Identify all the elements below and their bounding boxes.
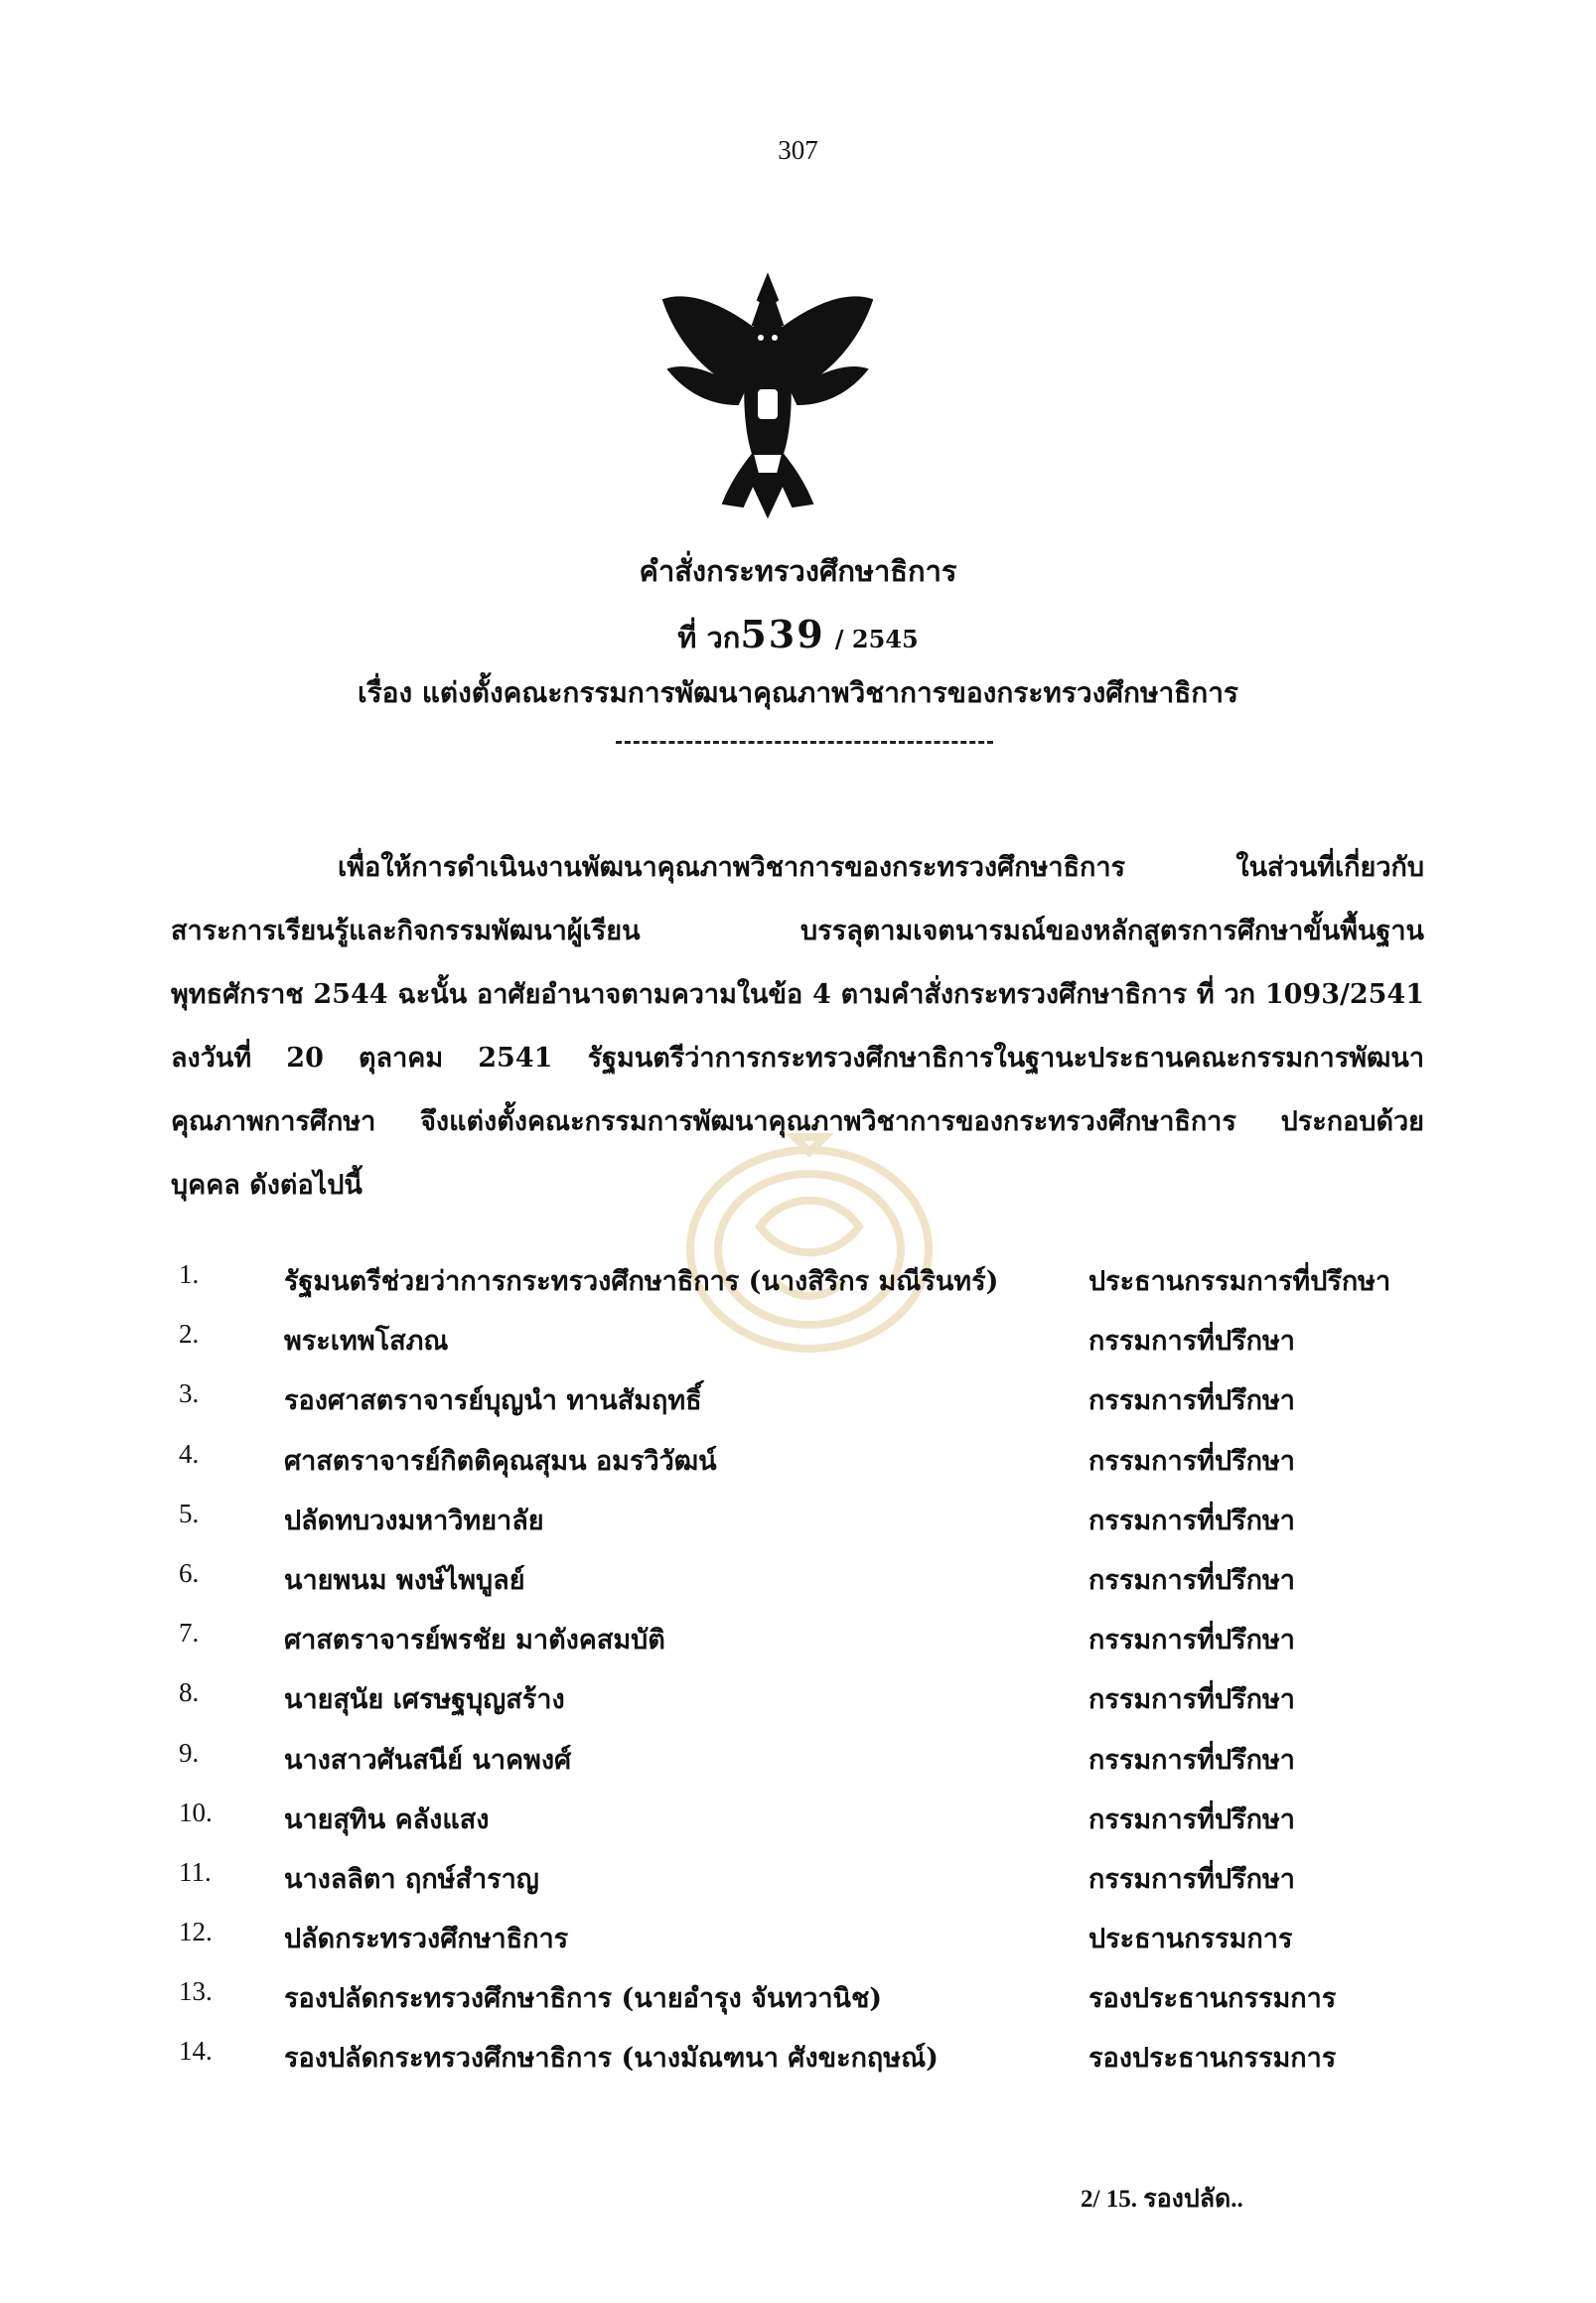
member-name: ปลัดกระทรวงศึกษาธิการ	[284, 1924, 569, 1955]
member-number: 4.	[179, 1438, 200, 1469]
member-name: พระเทพโสภณ	[284, 1326, 449, 1358]
member-number: 6.	[179, 1557, 200, 1588]
continuation-note: 2/ 15. รองปลัด..	[1081, 2186, 1243, 2213]
member-number: 13.	[179, 1976, 213, 2007]
member-row	[179, 1319, 1430, 1378]
member-row	[179, 1976, 1430, 2036]
member-row	[179, 1259, 1430, 1319]
member-role: กรรมการที่ปรึกษา	[1088, 1803, 1295, 1835]
member-row	[179, 1677, 1430, 1737]
body-line: เพื่อให้การดำเนินงานพัฒนาคุณภาพวิชาการของกระทรวงศึกษาธิการ ในส่วนที่เกี่ยวกับ	[338, 852, 1424, 883]
member-role: กรรมการที่ปรึกษา	[1088, 1505, 1295, 1536]
member-name: นายสุทิน คลังแสง	[284, 1803, 490, 1835]
member-role: รองประธานกรรมการ	[1088, 2043, 1337, 2075]
member-name: รองศาสตราจารย์บุญนำ ทานสัมฤทธิ์	[284, 1385, 702, 1417]
member-role: กรรมการที่ปรึกษา	[1088, 1863, 1295, 1895]
member-row	[179, 1378, 1430, 1438]
member-name: รองปลัดกระทรวงศึกษาธิการ (นางมัณฑนา ศังขะกฤษณ์)	[284, 2043, 939, 2075]
member-role: กรรมการที่ปรึกษา	[1088, 1625, 1295, 1656]
dashed-divider	[616, 741, 993, 744]
member-role: กรรมการที่ปรึกษา	[1088, 1564, 1295, 1596]
member-row	[179, 1618, 1430, 1677]
member-row	[179, 1857, 1430, 1917]
member-name: นางสาวศันสนีย์ นาคพงศ์	[284, 1744, 572, 1776]
garuda-emblem-icon	[653, 270, 882, 518]
member-role: กรรมการที่ปรึกษา	[1088, 1326, 1295, 1358]
member-row	[179, 1738, 1430, 1798]
member-row	[179, 1917, 1430, 1976]
order-number-prefix: ที่ วก	[677, 621, 741, 654]
member-row	[179, 1558, 1430, 1618]
body-line: คุณภาพการศึกษา จึงแต่งตั้งคณะกรรมการพัฒนาคุณภาพวิชาการของกระทรวงศึกษาธิการ ประกอบด้วย	[171, 1106, 1424, 1137]
member-role: ประธานกรรมการที่ปรึกษา	[1088, 1266, 1391, 1297]
member-number: 1.	[179, 1259, 200, 1289]
member-role: รองประธานกรรมการ	[1088, 1983, 1337, 2015]
member-row	[179, 1798, 1430, 1857]
member-number: 12.	[179, 1917, 213, 1947]
member-name: รองปลัดกระทรวงศึกษาธิการ (นายอำรุง จันทวานิช)	[284, 1983, 883, 2015]
member-role: ประธานกรรมการ	[1088, 1924, 1293, 1955]
body-line: พุทธศักราช 2544 ฉะนั้น อาศัยอำนาจตามความในข้อ 4 ตามคำสั่งกระทรวงศึกษาธิการ ที่ วก 1093/2541	[171, 979, 1424, 1010]
body-line: ลงวันที่ 20 ตุลาคม 2541 รัฐมนตรีว่าการกระทรวงศึกษาธิการในฐานะประธานคณะกรรมการพัฒนา	[171, 1043, 1424, 1074]
member-number: 14.	[179, 2036, 213, 2067]
member-name: นายสุนัย เศรษฐบุญสร้าง	[284, 1684, 565, 1716]
member-name: นางลลิตา ฤกษ์สำราญ	[284, 1863, 539, 1895]
member-role: กรรมการที่ปรึกษา	[1088, 1385, 1295, 1417]
member-number: 11.	[179, 1856, 212, 1887]
member-name: ปลัดทบวงมหาวิทยาลัย	[284, 1505, 544, 1536]
member-number: 5.	[179, 1498, 200, 1528]
member-number: 2.	[179, 1319, 200, 1350]
member-row	[179, 1499, 1430, 1558]
member-number: 9.	[179, 1737, 200, 1768]
order-body	[171, 836, 1424, 1218]
body-line: สาระการเรียนรู้และกิจกรรมพัฒนาผู้เรียน บรรลุตามเจตนารมณ์ของหลักสูตรการศึกษาขั้นพื้นฐาน	[171, 916, 1424, 946]
member-number: 3.	[179, 1378, 200, 1409]
order-number	[0, 612, 1596, 660]
body-line: บุคคล ดังต่อไปนี้	[171, 1170, 363, 1201]
order-title: คำสั่งกระทรวงศึกษาธิการ	[639, 554, 957, 588]
member-name: ศาสตราจารย์พรชัย มาตังคสมบัติ	[284, 1625, 665, 1656]
order-subject: เรื่อง แต่งตั้งคณะกรรมการพัฒนาคุณภาพวิชาการของกระทรวงศึกษาธิการ	[358, 676, 1238, 709]
member-name: รัฐมนตรีช่วยว่าการกระทรวงศึกษาธิการ (นางสิริกร มณีรินทร์)	[284, 1266, 999, 1297]
member-role: กรรมการที่ปรึกษา	[1088, 1684, 1295, 1716]
member-number: 7.	[179, 1618, 200, 1649]
member-number: 10.	[179, 1797, 213, 1827]
member-role: กรรมการที่ปรึกษา	[1088, 1744, 1295, 1776]
member-number: 8.	[179, 1677, 200, 1708]
member-name: ศาสตราจารย์กิตติคุณสุมน อมรวิวัฒน์	[284, 1445, 717, 1477]
order-number-year: / 2545	[834, 625, 919, 653]
member-name: นายพนม พงษ์ไพบูลย์	[284, 1564, 525, 1596]
member-row	[179, 1439, 1430, 1499]
page-number: 307	[778, 135, 818, 165]
member-row	[179, 2036, 1430, 2095]
order-number-value: 539	[740, 612, 825, 656]
member-list	[179, 1259, 1430, 2096]
member-role: กรรมการที่ปรึกษา	[1088, 1445, 1295, 1477]
